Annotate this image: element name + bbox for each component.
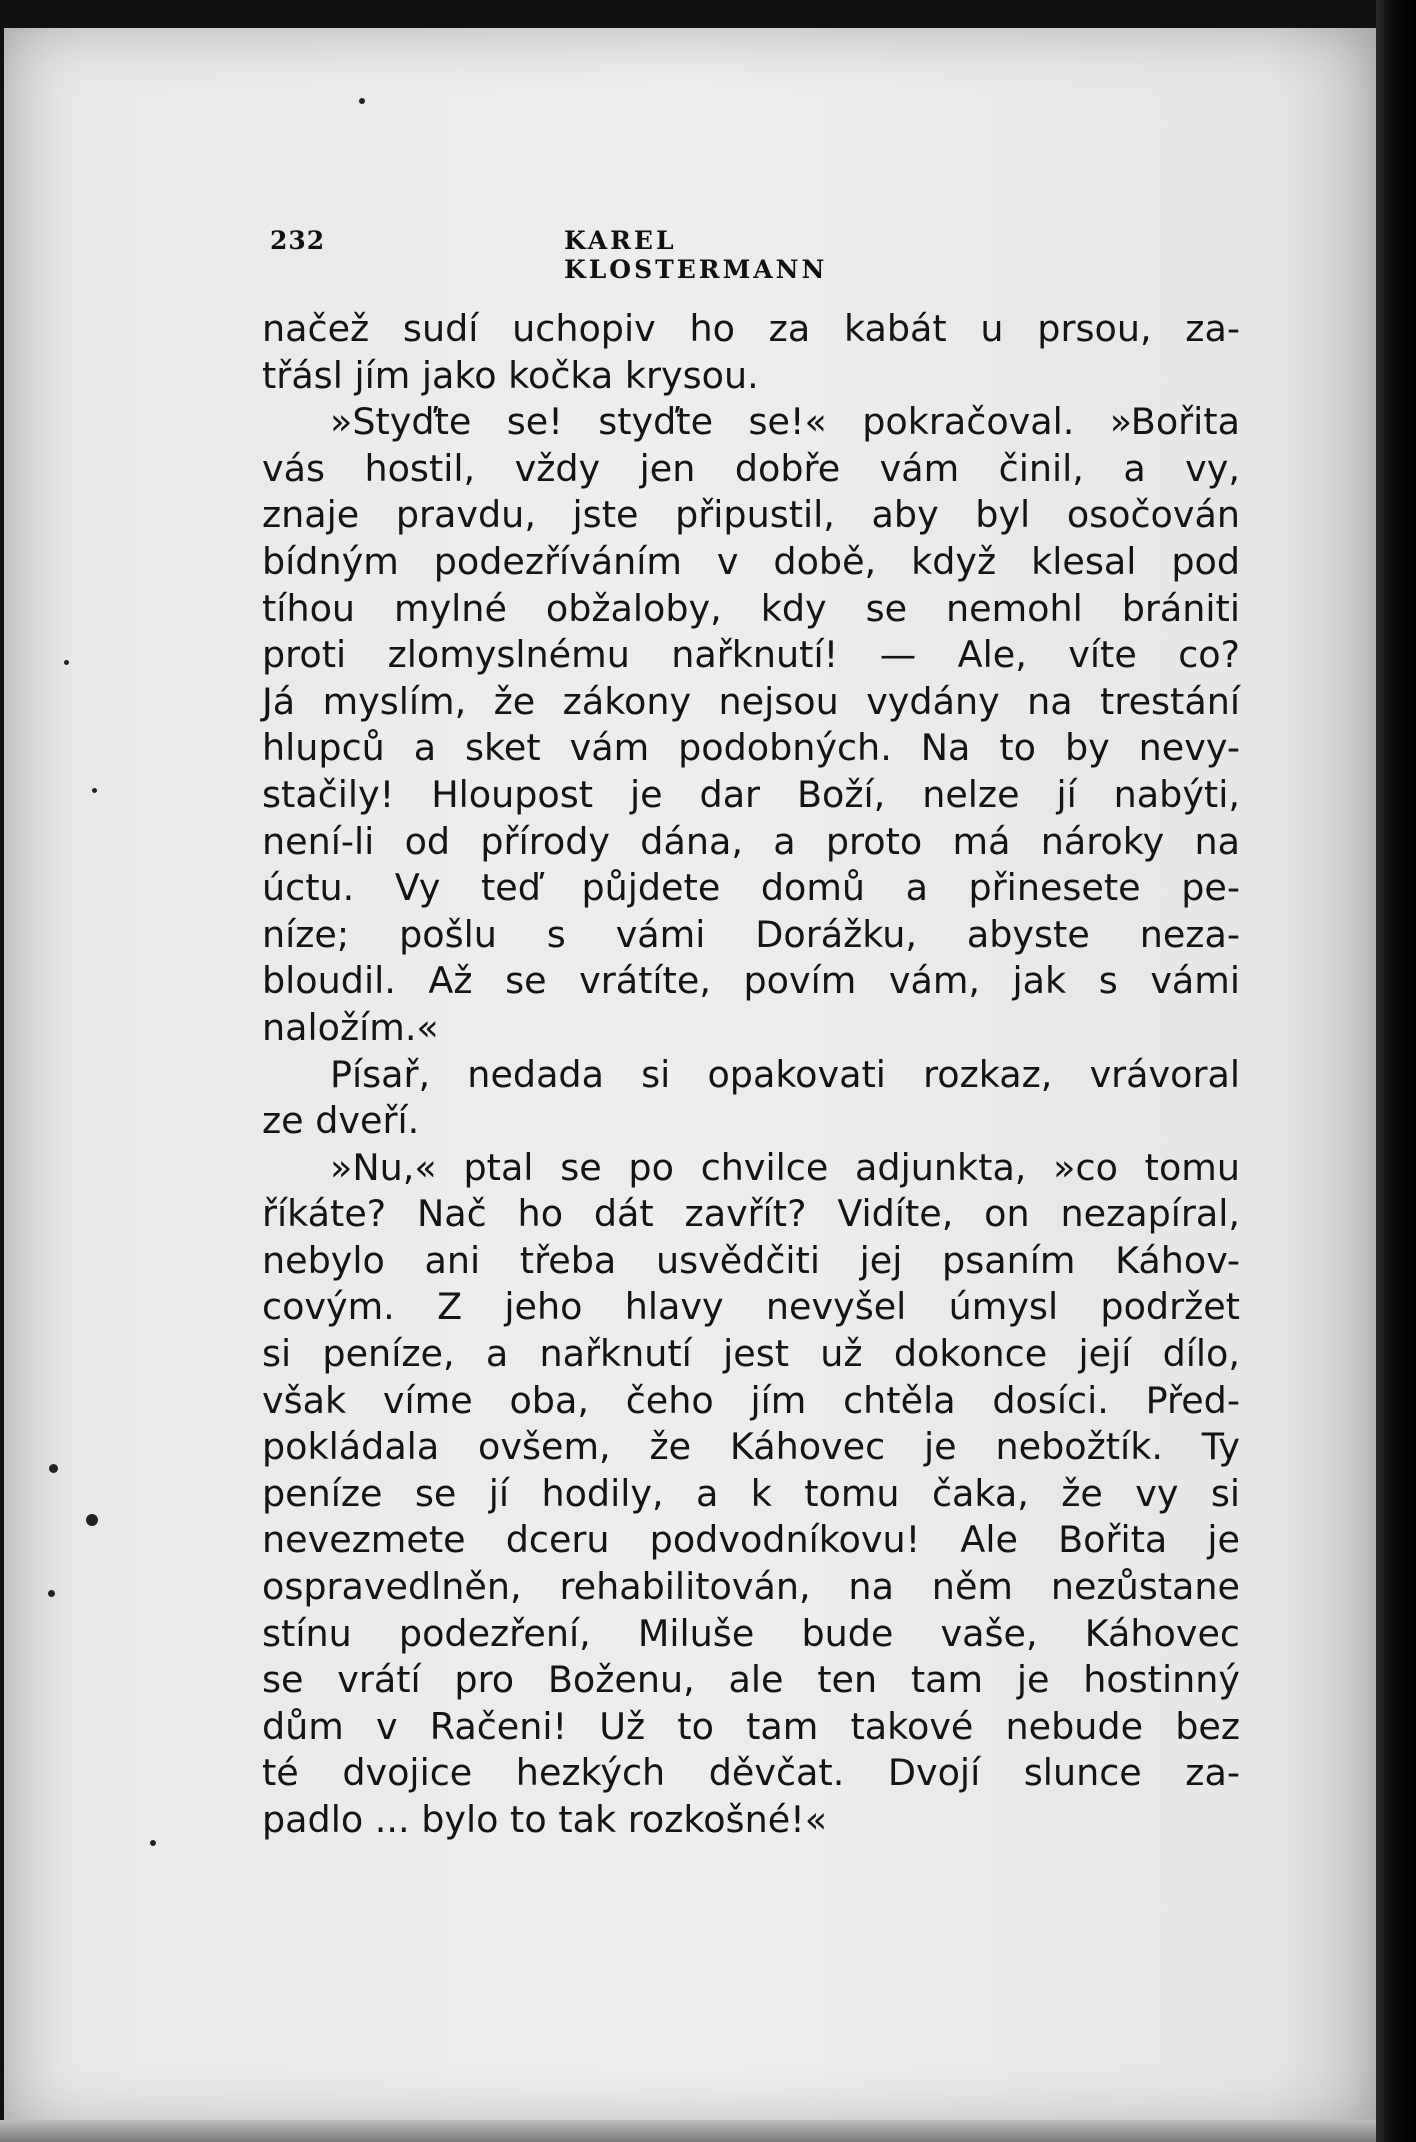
text-line: níze; pošlu s vámi Dorážku, abyste neza- — [262, 912, 1240, 956]
text-line: načež sudí uchopiv ho za kabát u prsou, za- — [262, 307, 1240, 350]
text-line: znaje pravdu, jste připustil, aby byl osočován — [262, 493, 1240, 537]
text-line: naložím.« — [262, 1005, 439, 1049]
text-line: pokládala ovšem, že Káhovec je nebožtík. Ty — [262, 1425, 1240, 1469]
text-line: peníze se jí hodily, a k tomu čaka, že vy si — [262, 1471, 1240, 1515]
running-head: KAREL KLOSTERMANN — [564, 226, 828, 284]
text-line: třásl jím jako kočka krysou. — [262, 353, 759, 397]
text-line: bloudil. Až se vrátíte, povím vám, jak s vámi — [262, 959, 1240, 1003]
text-line: říkáte? Nač ho dát zavřít? Vidíte, on nezapíral, — [262, 1192, 1240, 1236]
text-line: úctu. Vy teď půjdete domů a přinesete pe- — [262, 866, 1240, 910]
text-line: covým. Z jeho hlavy nevyšel úmysl podržet — [262, 1285, 1240, 1329]
text-line: padlo ... bylo to tak rozkošné!« — [262, 1798, 828, 1841]
body-text — [262, 306, 1240, 1844]
text-line: proti zlomyslnému nařknutí! — Ale, víte co? — [262, 633, 1240, 677]
print-speck — [92, 788, 97, 793]
text-line: není-li od přírody dána, a proto má nároky na — [262, 819, 1240, 863]
print-speck — [48, 1590, 55, 1597]
text-line: dům v Račeni! Už to tam takové nebude bez — [262, 1704, 1240, 1748]
text-line: bídným podezříváním v době, když klesal pod — [262, 539, 1240, 583]
text-line: vás hostil, vždy jen dobře vám činil, a vy, — [262, 446, 1240, 490]
text-line: se vrátí pro Boženu, ale ten tam je hostinný — [262, 1658, 1240, 1702]
text-line: však víme oba, čeho jím chtěla dosíci. Před- — [262, 1378, 1240, 1422]
print-speck — [49, 1464, 58, 1473]
text-line: »Styďte se! styďte se!« pokračoval. »Bořita — [330, 400, 1240, 444]
text-line: stačily! Hloupost je dar Boží, nelze jí nabýti, — [262, 772, 1240, 816]
scan-bottom-edge — [0, 2120, 1376, 2142]
text-line: tíhou mylné obžaloby, kdy se nemohl brániti — [262, 586, 1240, 630]
text-line: Já myslím, že zákony nejsou vydány na trestání — [262, 679, 1240, 723]
print-speck — [359, 98, 365, 104]
text-line: ze dveří. — [262, 1099, 420, 1143]
print-speck — [64, 660, 69, 665]
text-line: nebylo ani třeba usvědčiti jej psaním Káhov- — [262, 1238, 1240, 1282]
text-line: nevezmete dceru podvodníkovu! Ale Bořita je — [262, 1518, 1240, 1562]
text-line: Písař, nedada si opakovati rozkaz, vrávoral — [330, 1052, 1240, 1096]
page-number: 232 — [270, 226, 326, 255]
print-speck — [86, 1514, 98, 1526]
text-line: stínu podezření, Miluše bude vaše, Káhovec — [262, 1611, 1240, 1655]
text-line: si peníze, a nařknutí jest už dokonce její dílo, — [262, 1332, 1240, 1376]
book-spine-edge — [1376, 0, 1416, 2142]
print-speck — [150, 1840, 156, 1846]
text-line: té dvojice hezkých děvčat. Dvojí slunce za- — [262, 1751, 1240, 1795]
text-line: hlupců a sket vám podobných. Na to by nevy- — [262, 726, 1240, 770]
text-line: ospravedlněn, rehabilitován, na něm nezůstane — [262, 1565, 1240, 1609]
page-header — [270, 226, 950, 284]
text-line: »Nu,« ptal se po chvilce adjunkta, »co tomu — [330, 1145, 1240, 1189]
